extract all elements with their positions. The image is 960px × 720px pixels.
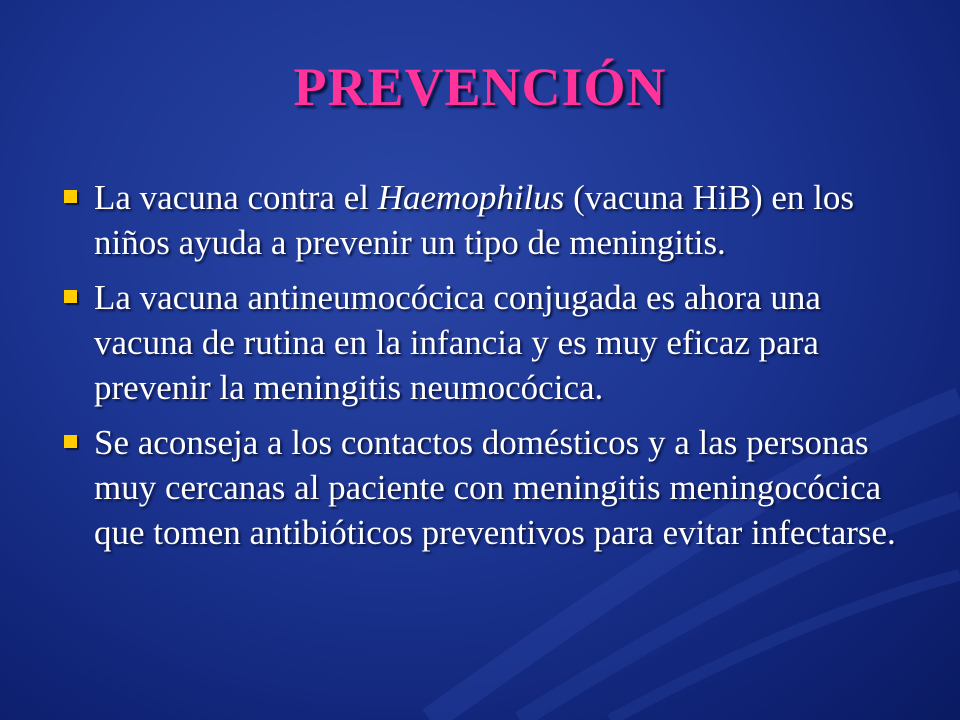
bullet-item-pneumococcal-vaccine bbox=[58, 275, 918, 410]
bullet-item-hib-vaccine bbox=[58, 175, 918, 265]
bullet-text-part: (vacuna HiB) en los niños ayuda a prevenir un tipo de meningitis. bbox=[94, 178, 855, 262]
slide-title: PREVENCIÓN bbox=[293, 57, 667, 117]
bullet-text-part: La vacuna contra el bbox=[94, 178, 378, 217]
square-bullet-icon bbox=[64, 290, 77, 303]
bullet-list bbox=[58, 175, 918, 565]
bullet-text-italic: Haemophilus bbox=[377, 178, 565, 217]
bullet-text: Se aconseja a los contactos domésticos y a las personas muy cercanas al paciente con meningitis meningocócica que tomen antibióticos preventivos para evitar infectarse. bbox=[94, 423, 896, 552]
square-bullet-icon bbox=[64, 435, 77, 448]
bullet-item-preventive-antibiotics bbox=[58, 420, 918, 555]
square-bullet-icon bbox=[64, 190, 77, 203]
bullet-text: La vacuna antineumocócica conjugada es ahora una vacuna de rutina en la infancia y es muy eficaz para prevenir la meningitis neumocócica. bbox=[94, 278, 821, 407]
